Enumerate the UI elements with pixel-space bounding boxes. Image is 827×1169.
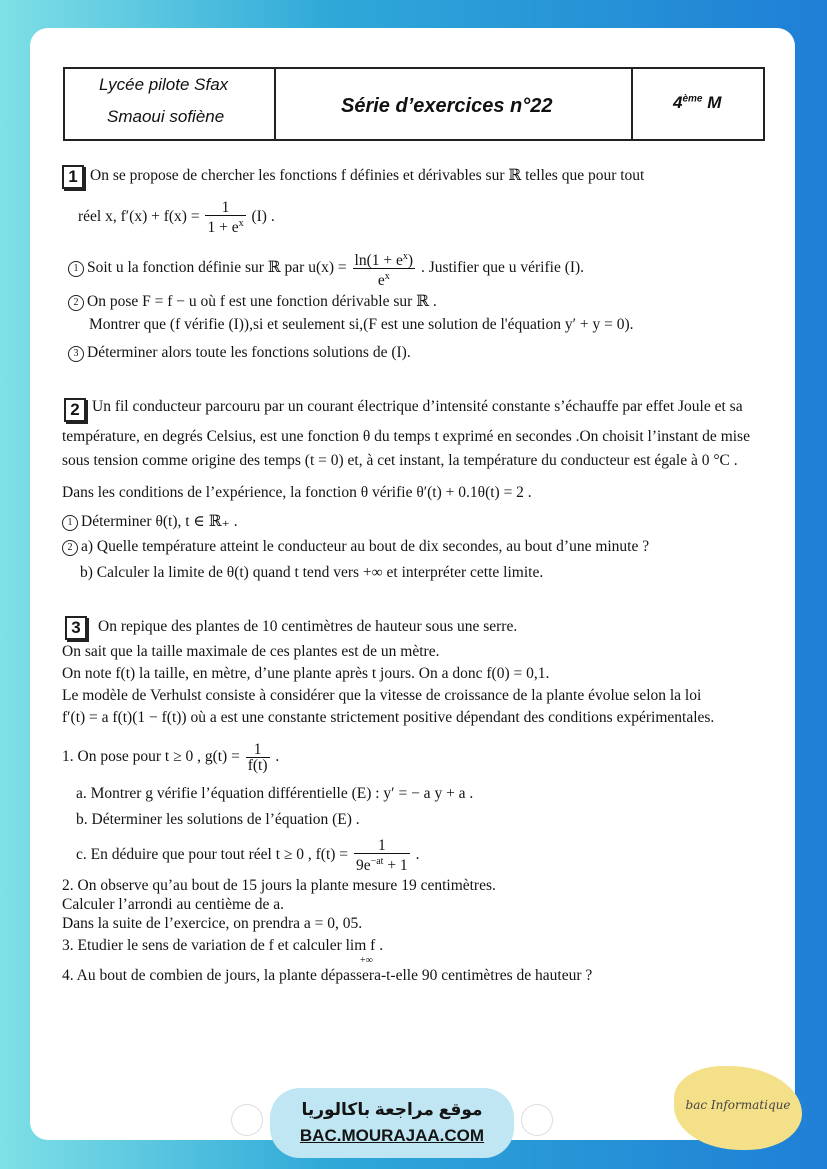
- ex3-line-4: Le modèle de Verhulst consiste à considérer que la vitesse de croissance de la plante évolue selon la loi: [62, 687, 702, 704]
- header-box: [63, 67, 765, 141]
- ex3-question-4: 4. Au bout de combien de jours, la plante dépassera-t-elle 90 centimètres de hauteur ?: [62, 967, 593, 984]
- ex3-question-2b: Calculer l’arrondi au centième de a.: [62, 896, 285, 913]
- ex1-equation: réel x, f′(x) + f(x) = $\frac{1}{1 + e^x}$ (I) .: [78, 199, 275, 237]
- teacher-name: Smaoui sofiène: [107, 107, 225, 126]
- ex2-line-3: sous tension comme origine des temps (t = 0) et, à cet instant, la température du conducteur est égale à 0 °C .: [62, 452, 738, 469]
- ex3-question-b: b. Déterminer les solutions de l’équation (E) .: [76, 811, 360, 828]
- ex1-question-1: 1 Soit u la fonction définie sur ℝ par u(x) = $\frac{\ln(1 + e^x)}{e^x}$ . Justifier que u vérifie (I).: [68, 249, 584, 288]
- ex2-line-4: Dans les conditions de l’expérience, la fonction θ vérifie θ′(t) + 0.1θ(t) = 2 .: [62, 484, 532, 501]
- site-url-link[interactable]: BAC.MOURAJAA.COM: [299, 1126, 485, 1145]
- ex3-question-1: 1. On pose pour t ≥ 0 , g(t) = $\frac{1}{f(t)}$ .: [62, 741, 280, 774]
- brand-text: bac Informatique: [685, 1098, 791, 1112]
- site-logo-icon: [232, 1105, 262, 1135]
- exercise-2-number: 2: [64, 398, 86, 422]
- ex2-question-1: 1 Déterminer θ(t), t ∈ ℝ₊ .: [62, 512, 238, 531]
- ex2-line-1: Un fil conducteur parcouru par un courant électrique d’intensité constante s’échauffe par effet Joule et sa: [92, 398, 743, 415]
- ex1-question-2b: Montrer que (f vérifie (I)),si et seulement si,(F est une solution de l'équation y′ + y = 0).: [89, 316, 634, 333]
- ex3-question-c: c. En déduire que pour tout réel t ≥ 0 , f(t) = $\frac{1}{9e^{-at} + 1}$ .: [76, 837, 420, 875]
- ex3-question-3: 3. Etudier le sens de variation de f et calculer lim f .: [62, 937, 384, 954]
- ex3-question-a: a. Montrer g vérifie l’équation différentielle (E) : y′ = − a y + a .: [76, 785, 474, 802]
- ex3-line-1: On repique des plantes de 10 centimètres de hauteur sous une serre.: [98, 618, 518, 635]
- ex2-question-2b: b) Calculer la limite de θ(t) quand t tend vers +∞ et interpréter cette limite.: [80, 564, 544, 581]
- ex2-question-2a: 2 a) Quelle température atteint le conducteur au bout de dix secondes, au bout d’une minute ?: [62, 537, 649, 556]
- exercise-3-number: 3: [65, 616, 87, 640]
- footer-banner[interactable]: [270, 1088, 514, 1158]
- ex1-question-3: 3 Déterminer alors toute les fonctions solutions de (I).: [68, 343, 411, 362]
- ex3-line-5: f′(t) = a f(t)(1 − f(t)) où a est une constante strictement positive dépendant des conditions expérimentales.: [62, 709, 715, 726]
- series-title: Série d’exercices n°22: [341, 95, 553, 117]
- site-logo-icon: [522, 1105, 552, 1135]
- ex1-question-2: 2 On pose F = f − u où f est une fonction dérivable sur ℝ .: [68, 292, 437, 311]
- ex1-intro: On se propose de chercher les fonctions f définies et dérivables sur ℝ telles que pour tout: [90, 167, 645, 184]
- limit-subscript: +∞: [360, 955, 373, 966]
- header-divider: [274, 69, 276, 139]
- school-name: Lycée pilote Sfax: [99, 75, 229, 94]
- ex3-line-3: On note f(t) la taille, en mètre, d’une plante après t jours. On a donc f(0) = 0,1.: [62, 665, 550, 682]
- arabic-site-name: موقع مراجعة باكالوريا: [301, 1100, 483, 1119]
- header-divider: [631, 69, 633, 139]
- ex3-question-2c: Dans la suite de l’exercice, on prendra a = 0, 05.: [62, 915, 363, 932]
- ex2-line-2: température, en degrés Celsius, est une fonction θ du temps t exprimé en secondes .On choisit l’instant de mise: [62, 428, 750, 445]
- class-level: 4ème M: [673, 93, 722, 112]
- exercise-1-number: 1: [62, 165, 84, 189]
- ex3-line-2: On sait que la taille maximale de ces plantes est de un mètre.: [62, 643, 440, 660]
- ex3-question-2: 2. On observe qu’au bout de 15 jours la plante mesure 19 centimètres.: [62, 877, 496, 894]
